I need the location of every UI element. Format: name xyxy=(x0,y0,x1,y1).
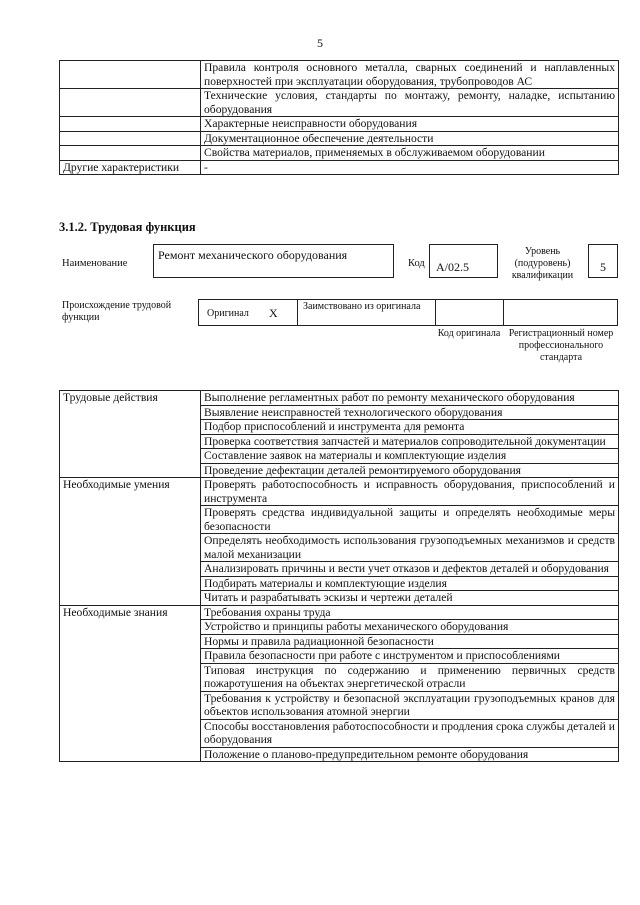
row-value: Характерные неисправности оборудования xyxy=(201,117,619,132)
group-item: Проверять работоспособность и исправность оборудования, приспособлений и инструмента xyxy=(201,478,619,506)
table-row xyxy=(60,146,619,161)
level-value: 5 xyxy=(600,260,606,274)
code-value: A/02.5 xyxy=(436,260,469,274)
group-item: Определять необходимость использования грузоподъемных механизмов и средств малой механизации xyxy=(201,534,619,562)
row-label xyxy=(60,146,201,161)
group-item: Проверка соответствия запчастей и материалов сопроводительной документации xyxy=(201,434,619,449)
group-item: Проверять средства индивидуальной защиты и определять необходимые меры безопасности xyxy=(201,506,619,534)
group-item: Положение о планово-предупредительном ремонте оборудования xyxy=(201,747,619,762)
group-item: Подбор приспособлений и инструмента для ремонта xyxy=(201,420,619,435)
group-item: Читать и разрабатывать эскизы и чертежи деталей xyxy=(201,591,619,606)
code-label: Код xyxy=(408,258,425,269)
table-row xyxy=(60,117,619,132)
origin-label: Происхождение трудовой функции xyxy=(62,300,172,323)
table-row xyxy=(60,160,619,175)
origin-divider xyxy=(435,300,436,325)
group-item: Выполнение регламентных работ по ремонту механического оборудования xyxy=(201,391,619,406)
group-item: Нормы и правила радиационной безопасности xyxy=(201,634,619,649)
origin-divider xyxy=(503,300,504,325)
row-label xyxy=(60,131,201,146)
row-value: - xyxy=(201,160,619,175)
name-label: Наименование xyxy=(62,258,128,269)
table-row xyxy=(60,391,619,406)
row-label xyxy=(60,89,201,117)
name-value: Ремонт механического оборудования xyxy=(158,248,348,262)
table-row xyxy=(60,478,619,506)
group-item: Типовая инструкция по содержанию и применению первичных средств пожаротушения на объектах энергетической отрасли xyxy=(201,663,619,691)
group-label: Трудовые действия xyxy=(60,391,201,478)
section-title: 3.1.2. Трудовая функция xyxy=(59,220,196,234)
group-item: Выявление неисправностей технологического оборудования xyxy=(201,405,619,420)
group-item: Составление заявок на материалы и комплектующие изделия xyxy=(201,449,619,464)
group-item: Способы восстановления работоспособности и продления срока службы деталей и оборудования xyxy=(201,719,619,747)
origin-row xyxy=(198,299,618,326)
table-row xyxy=(60,131,619,146)
level-label: Уровень (подуровень) квалификации xyxy=(511,246,574,281)
row-label xyxy=(60,117,201,132)
row-value: Свойства материалов, применяемых в обслуживаемом оборудовании xyxy=(201,146,619,161)
table-row xyxy=(60,89,619,117)
row-label: Другие характеристики xyxy=(60,160,201,175)
row-value: Технические условия, стандарты по монтажу, ремонту, наладке, испытанию оборудования xyxy=(201,89,619,117)
labor-function-table xyxy=(59,390,619,762)
reg-number-label: Регистрационный номер профессионального стандарта xyxy=(508,328,614,363)
table-row xyxy=(60,61,619,89)
borrowed-label: Заимствовано из оригинала xyxy=(303,301,421,312)
origin-divider xyxy=(297,300,298,325)
original-mark: X xyxy=(269,306,278,320)
knowledge-continuation-table xyxy=(59,60,619,175)
row-value: Документационное обеспечение деятельности xyxy=(201,131,619,146)
table-row xyxy=(60,605,619,620)
row-value: Правила контроля основного металла, сварных соединений и наплавленных поверхностей при эксплуатации оборудования, трубопроводов АС xyxy=(201,61,619,89)
page-number: 5 xyxy=(317,36,323,50)
group-item: Правила безопасности при работе с инструментом и приспособлениями xyxy=(201,649,619,664)
level-value-box xyxy=(588,244,618,278)
original-label: Оригинал xyxy=(207,308,249,319)
code-original-label: Код оригинала xyxy=(437,328,501,339)
group-item: Требования к устройству и безопасной эксплуатации грузоподъемных кранов для объектов использования атомной энергии xyxy=(201,691,619,719)
group-item: Требования охраны труда xyxy=(201,605,619,620)
code-value-box xyxy=(429,244,498,278)
name-value-box xyxy=(153,244,394,278)
row-label xyxy=(60,61,201,89)
group-label: Необходимые умения xyxy=(60,478,201,606)
group-item: Проведение дефектации деталей ремонтируемого оборудования xyxy=(201,463,619,478)
group-item: Устройство и принципы работы механического оборудования xyxy=(201,620,619,635)
group-item: Подбирать материалы и комплектующие изделия xyxy=(201,576,619,591)
group-item: Анализировать причины и вести учет отказов и дефектов деталей и оборудования xyxy=(201,562,619,577)
group-label: Необходимые знания xyxy=(60,605,201,762)
